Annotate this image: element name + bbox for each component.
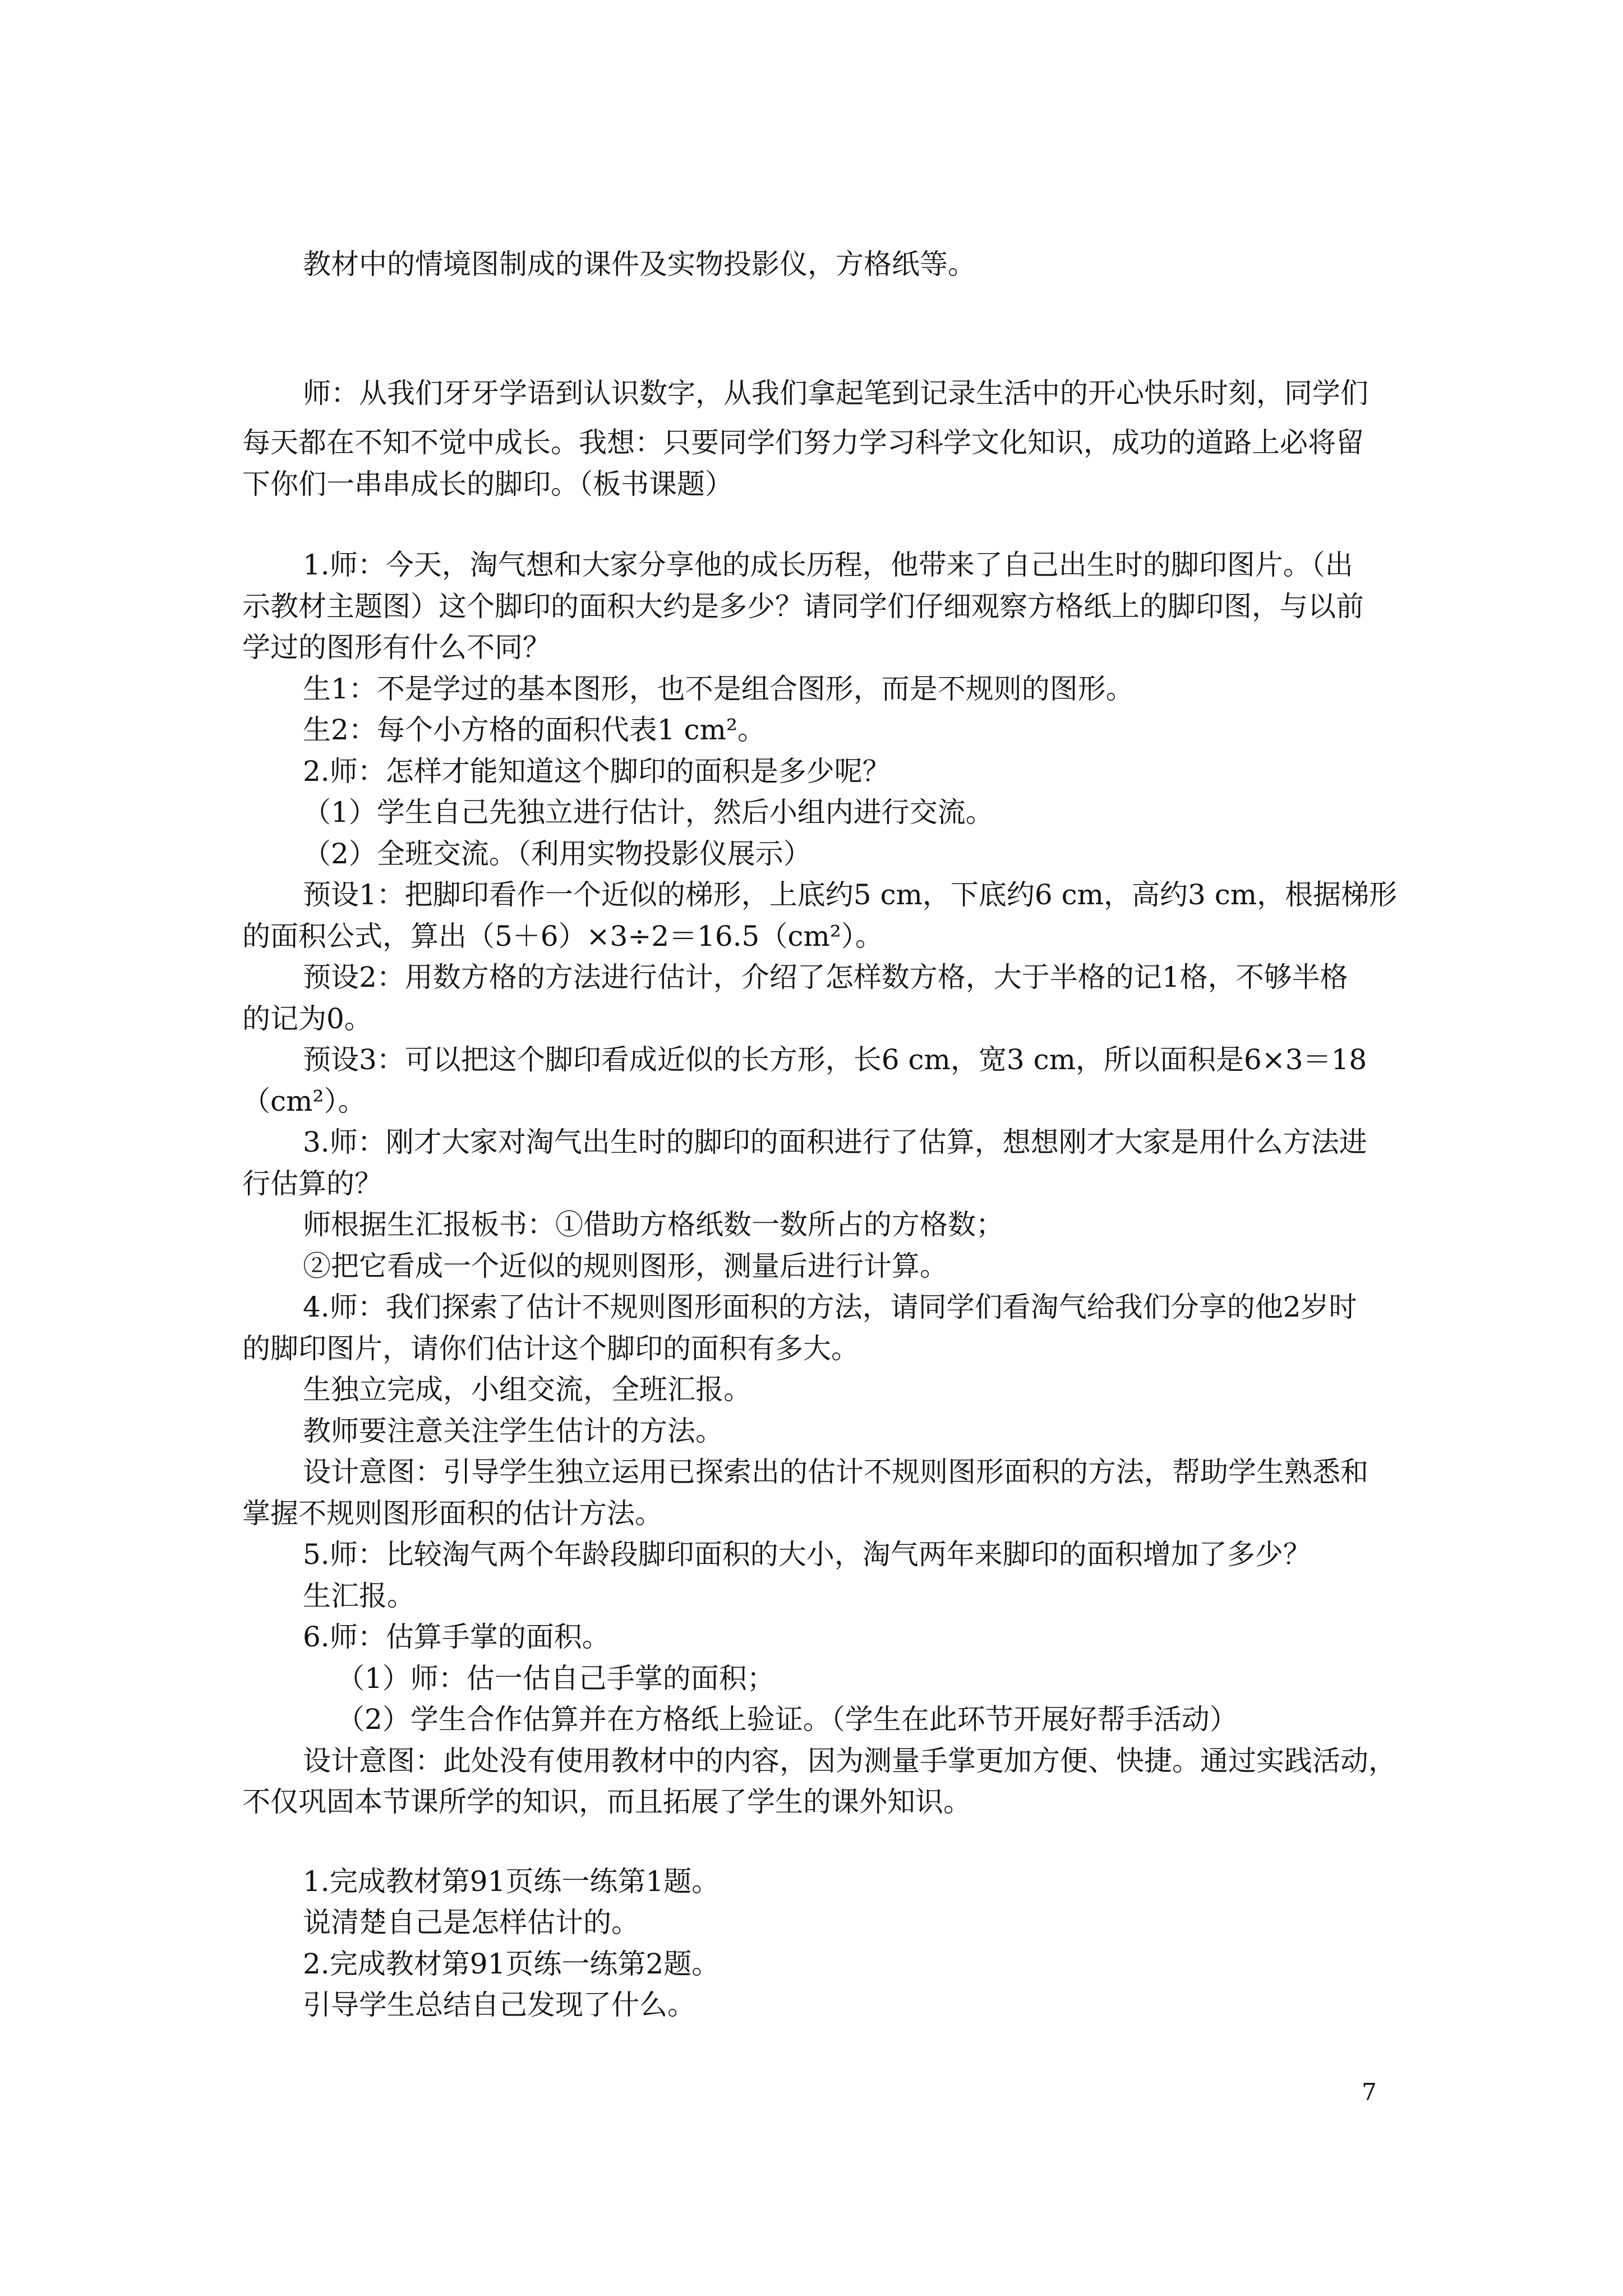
text-line: 的记为0。: [242, 1002, 372, 1035]
text-line: （2）全班交流。（利用实物投影仪展示）: [303, 838, 811, 870]
text-line: 4.师：我们探索了估计不规则图形面积的方法，请同学们看淘气给我们分享的他2岁时: [303, 1291, 1357, 1323]
text-line: 预设1：把脚印看作一个近似的梯形，上底约5 cm，下底约6 cm，高约3 cm，根据梯形: [303, 878, 1398, 911]
text-line: 预设3：可以把这个脚印看成近似的长方形，长6 cm，宽3 cm，所以面积是6×3＝18: [303, 1043, 1367, 1076]
text-line: 预设2：用数方格的方法进行估计，介绍了怎样数方格，大于半格的记1格，不够半格: [303, 961, 1348, 993]
text-line: 说清楚自己是怎样估计的。: [303, 1906, 639, 1939]
text-line: 1.完成教材第91页练一练第1题。: [303, 1865, 720, 1898]
text-line: 生2：每个小方格的面积代表1 cm²。: [303, 714, 766, 746]
text-line: 教师要注意关注学生估计的方法。: [303, 1415, 723, 1447]
text-line: 生汇报。: [303, 1580, 415, 1612]
text-line: 引导学生总结自己发现了什么。: [303, 1989, 695, 2021]
text-line: 行估算的？: [242, 1167, 382, 1200]
text-line: 6.师：估算手掌的面积。: [303, 1621, 610, 1653]
text-line: 5.师：比较淘气两个年龄段脚印面积的大小，淘气两年来脚印的面积增加了多少？: [303, 1538, 1311, 1571]
text-line: ②把它看成一个近似的规则图形，测量后进行计算。: [303, 1250, 948, 1282]
text-line: 下你们一串串成长的脚印。（板书课题）: [242, 468, 733, 500]
text-line: 示教材主题图）这个脚印的面积大约是多少？请同学们仔细观察方格纸上的脚印图，与以前: [242, 590, 1364, 623]
text-line: 设计意图：此处没有使用教材中的内容，因为测量手掌更加方便、快捷。通过实践活动，: [303, 1745, 1396, 1777]
text-line: 1.师：今天，淘气想和大家分享他的成长历程，他带来了自己出生时的脚印图片。（出: [303, 549, 1353, 581]
text-line: 师：从我们牙牙学语到认识数字，从我们拿起笔到记录生活中的开心快乐时刻，同学们: [303, 377, 1368, 409]
text-line: 设计意图：引导学生独立运用已探索出的估计不规则图形面积的方法，帮助学生熟悉和: [303, 1456, 1368, 1488]
text-line: 教材中的情境图制成的课件及实物投影仪，方格纸等。: [303, 248, 976, 280]
text-line: 2.完成教材第91页练一练第2题。: [303, 1948, 720, 1980]
text-line: 师根据生汇报板书：①借助方格纸数一数所占的方格数；: [303, 1208, 1004, 1241]
text-line: 不仅巩固本节课所学的知识，而且拓展了学生的课外知识。: [242, 1786, 971, 1818]
text-line: （1）学生自己先独立进行估计，然后小组内进行交流。: [303, 796, 994, 829]
text-line: 每天都在不知不觉中成长。我想：只要同学们努力学习科学文化知识，成功的道路上必将留: [242, 426, 1364, 459]
text-line: 生1：不是学过的基本图形，也不是组合图形，而是不规则的图形。: [303, 673, 1134, 705]
text-line: 掌握不规则图形面积的估计方法。: [242, 1497, 663, 1530]
text-line: 的面积公式，算出（5＋6）×3÷2＝16.5（cm²）。: [242, 920, 883, 953]
text-line: 3.师：刚才大家对淘气出生时的脚印的面积进行了估算，想想刚才大家是用什么方法进: [303, 1126, 1367, 1158]
text-line: 的脚印图片，请你们估计这个脚印的面积有多大。: [242, 1332, 859, 1365]
page-number: 7: [1362, 2078, 1377, 2106]
text-line: 学过的图形有什么不同？: [242, 631, 551, 664]
text-line: （2）学生合作估算并在方格纸上验证。（学生在此环节开展好帮手活动）: [336, 1703, 1238, 1736]
text-line: （cm²）。: [242, 1085, 366, 1117]
text-line: （1）师：估一估自己手掌的面积；: [336, 1662, 775, 1695]
text-line: 生独立完成，小组交流，全班汇报。: [303, 1373, 751, 1406]
text-line: 2.师：怎样才能知道这个脚印的面积是多少呢？: [303, 755, 891, 788]
